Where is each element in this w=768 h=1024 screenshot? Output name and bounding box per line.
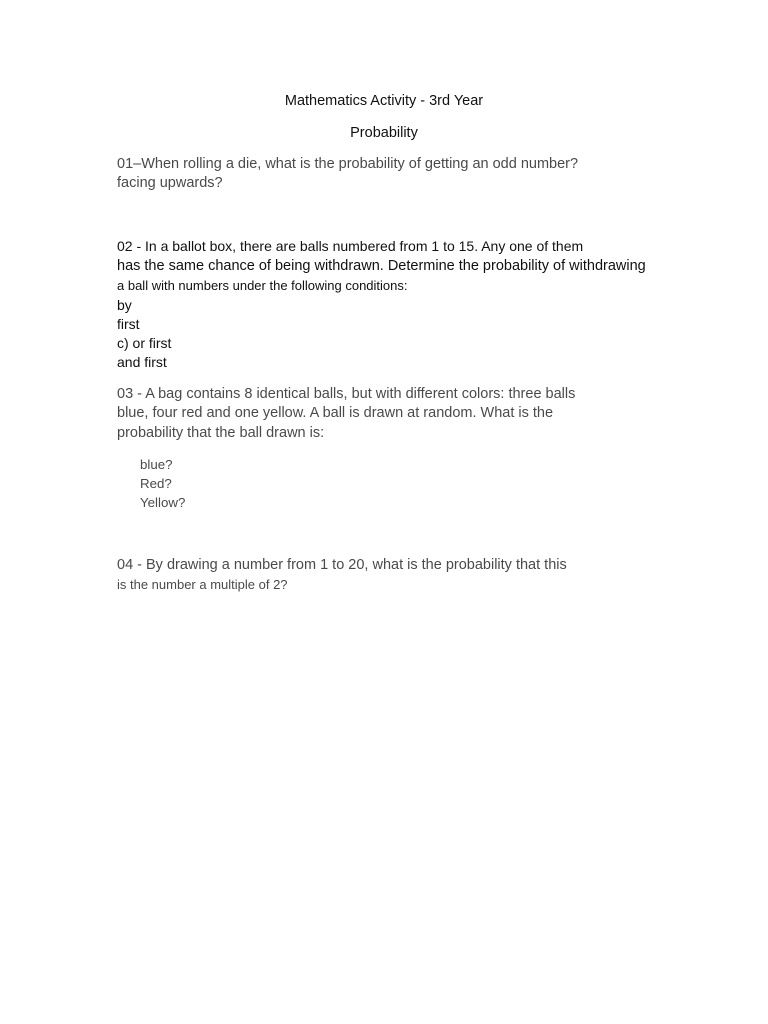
page-subtitle: Probability bbox=[350, 125, 418, 141]
question-1-line-1: 01–When rolling a die, what is the probability of getting an odd number? bbox=[117, 156, 579, 172]
page-title: Mathematics Activity - 3rd Year bbox=[284, 93, 484, 109]
question-2-line-2: has the same chance of being withdrawn. Determine the probability of withdrawing bbox=[117, 258, 646, 274]
question-3-line-1: 03 - A bag contains 8 identical balls, but with different colors: three balls bbox=[117, 386, 576, 402]
question-2-option: and first bbox=[117, 354, 167, 370]
question-3-option: blue? bbox=[140, 457, 173, 472]
question-3-line-2: blue, four red and one yellow. A ball is drawn at random. What is the bbox=[117, 405, 554, 421]
question-2-line-3: a ball with numbers under the following conditions: bbox=[117, 278, 408, 293]
question-3-option: Yellow? bbox=[140, 495, 186, 510]
question-4-line-1: 04 - By drawing a number from 1 to 20, what is the probability that this bbox=[117, 557, 567, 573]
question-3-option: Red? bbox=[140, 476, 172, 491]
question-1-line-2: facing upwards? bbox=[117, 175, 223, 191]
question-2-option: by bbox=[117, 297, 132, 313]
question-2-option: c) or first bbox=[117, 335, 172, 351]
question-4-line-2: is the number a multiple of 2? bbox=[117, 577, 288, 592]
question-2-option: first bbox=[117, 316, 140, 332]
question-2-line-1: 02 - In a ballot box, there are balls numbered from 1 to 15. Any one of them bbox=[117, 238, 584, 254]
question-3-line-3: probability that the ball drawn is: bbox=[117, 425, 325, 441]
